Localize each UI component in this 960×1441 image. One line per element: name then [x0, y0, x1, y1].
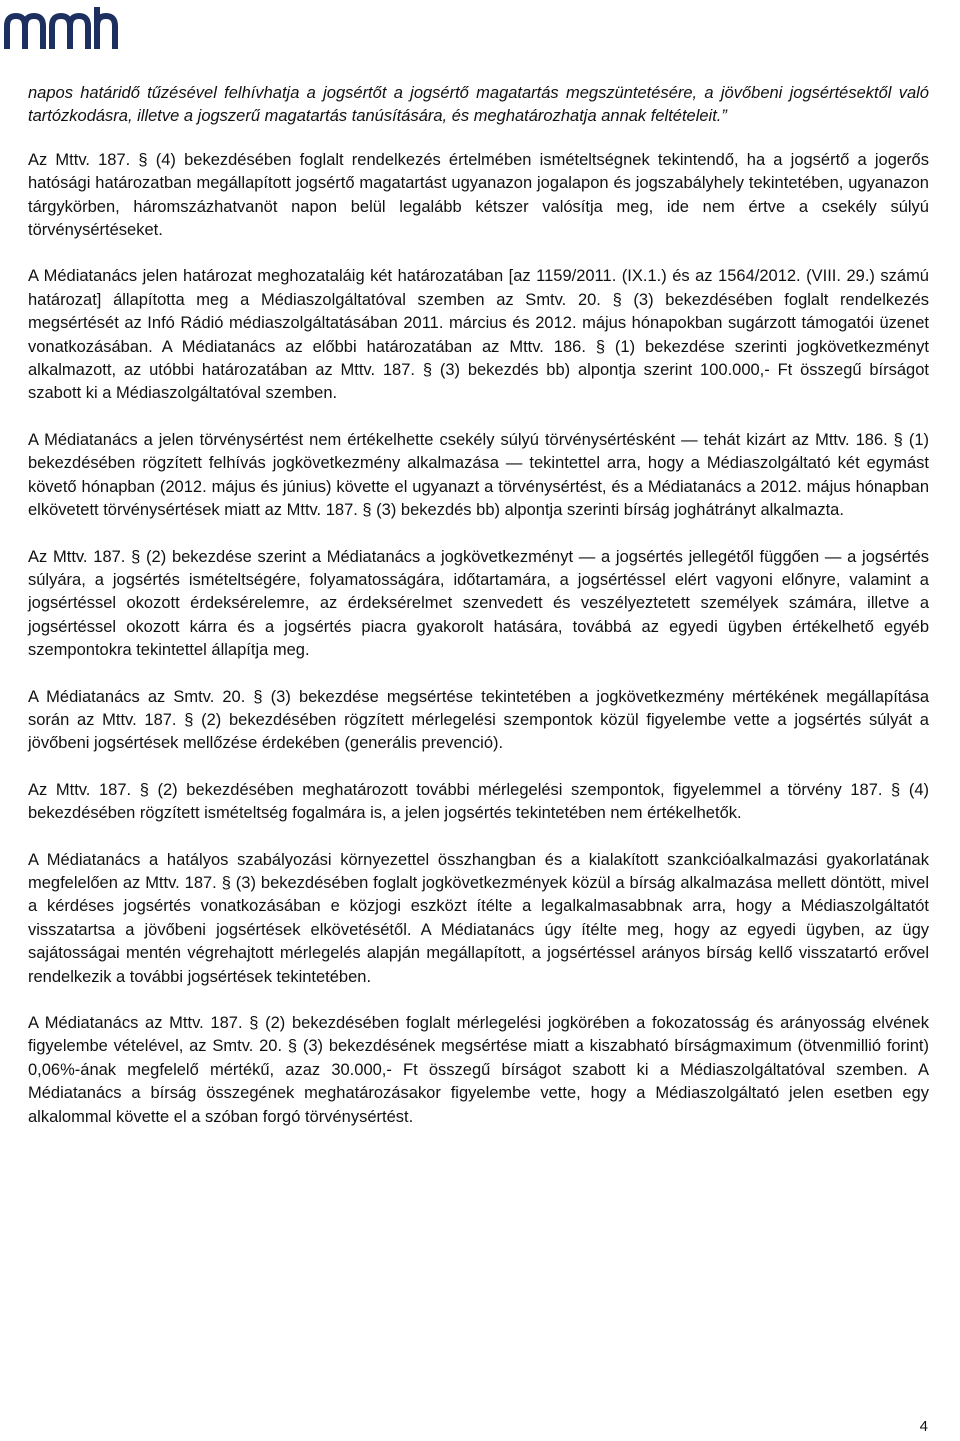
paragraph-repetition-definition: Az Mttv. 187. § (4) bekezdésében foglalt rendelkezés értelmében ismételtségnek tekintendő, ha a jogsértő a jogerős hatósági határozatban megállapított jogsértő magatartást ugyanazon jogalapon és jogszabályhely tekintetében, ugyanazon tárgykörben, háromszázhatvanöt napon belül legalább kétszer valósítja meg, ide nem értve a csekély súlyú törvénysértéseket.	[28, 150, 929, 240]
paragraph-fine-amount: A Médiatanács az Mttv. 187. § (2) bekezdésében foglalt mérlegelési jogkörében a fokozatosság és arányosság elvének figyelembe vételével, az Smtv. 20. § (3) bekezdésének megsértése miatt a kiszabható bírságmaximum (ötvenmillió forint) 0,06%-ának megfelelő mértékű, azaz 30.000,- Ft összegű bírságot szabott ki a Médiaszolgáltatóval szemben. A Médiatanács a bírság összegének meghatározásakor figyelembe vette, hogy a Médiaszolgáltató jelen esetben egy alkalommal követte el a szóban forgó törvénysértést.	[28, 1014, 929, 1126]
mmh-logo-icon	[2, 2, 124, 54]
page-number: 4	[919, 1418, 928, 1435]
paragraph-general-prevention: A Médiatanács az Smtv. 20. § (3) bekezdése megsértése tekintetében a jogkövetkezmény mértékének megállapítása során az Mttv. 187. § (2) bekezdésében rögzített mérlegelési szempontok közül figyelembe vette a jogsértés súlyát a jövőbeni jogsértések mellőzése érdekében (generális prevenció).	[28, 687, 929, 753]
document-body	[28, 82, 929, 1152]
paragraph-fine-decision: A Médiatanács a hatályos szabályozási környezettel összhangban és a kialakított szankcióalkalmazási gyakorlatának megfelelően az Mttv. 187. § (3) bekezdésében foglalt jogkövetkezmények közül a bírság alkalmazása mellett döntött, mivel a kérdéses jogsértés vonatkozásában e közjogi eszközt ítélte a legalkalmasabbnak arra, hogy a Médiaszolgáltatót visszatartsa a jövőbeni jogsértések elkövetésétől. A Médiatanács úgy ítélte meg, hogy az egyedi ügyben, az ügy sajátosságai mentén végrehajtott mérlegelés alapján megállapított, a jogsértéssel arányos bírság kellő visszatartó erővel rendelkezik a további jogsértések tekintetében.	[28, 850, 929, 986]
paragraph-sanction-criteria: Az Mttv. 187. § (2) bekezdése szerint a Médiatanács a jogkövetkezményt — a jogsértés jellegétől függően — a jogsértés súlyára, a jogsértés ismételtségére, folyamatosságára, időtartamára, a jogsértéssel elért vagyoni előnyre, valamint a jogsértéssel okozott érdeksérelemre, az érdeksérelmet szenvedett és veszélyeztetett személyek számára, illetve a jogsértéssel okozott kárra és a jogsértés piacra gyakorolt hatására, továbbá az egyedi ügyben értékelhető egyéb szempontokra tekintettel állapítja meg.	[28, 547, 929, 660]
paragraph-previous-decisions: A Médiatanács jelen határozat meghozataláig két határozatában [az 1159/2011. (IX.1.) és az 1564/2012. (VIII. 29.) számú határozat] állapította meg a Médiaszolgáltatóval szemben az Smtv. 20. § (3) bekezdésében foglalt rendelkezés megsértését az Infó Rádió médiaszolgáltatásában 2011. március és 2012. május hónapokban sugárzott támogatói üzenet vonatkozásában. A Médiatanács az előbbi határozatában az Mttv. 186. § (1) bekezdése szerinti jogkövetkezményt alkalmazott, az utóbbi határozatában az Mttv. 187. § (3) bekezdés bb) alpontja szerint 100.000,- Ft összegű bírságot szabott ki a Médiaszolgáltatóval szemben.	[28, 267, 929, 403]
paragraph-not-minor-violation: A Médiatanács a jelen törvénysértést nem értékelhette csekély súlyú törvénysértésként — tehát kizárt az Mttv. 186. § (1) bekezdésében rögzített felhívás jogkövetkezmény alkalmazása — tekintettel arra, hogy a Médiaszolgáltató két egymást követő hónapban (2012. május és június) követte el ugyanazt a törvénysértést, és a Médiatanács a 2012. május hónapban elkövetett törvénysértések miatt az Mttv. 187. § (3) bekezdés bb) alpontja szerinti bírság joghátrányt alkalmazta.	[28, 430, 929, 520]
paragraph-quote-continuation: napos határidő tűzésével felhívhatja a jogsértőt a jogsértő magatartás megszüntetésére, a jövőbeni jogsértésektől való tartózkodásra, illetve a jogszerű magatartás tanúsítására, és meghatározhatja annak feltételeit.”	[28, 84, 929, 126]
paragraph-further-criteria: Az Mttv. 187. § (2) bekezdésében meghatározott további mérlegelési szempontok, figyelemmel a törvény 187. § (4) bekezdésében rögzített ismételtség fogalmára is, a jelen jogsértés tekintetében nem értékelhetők.	[28, 780, 929, 823]
